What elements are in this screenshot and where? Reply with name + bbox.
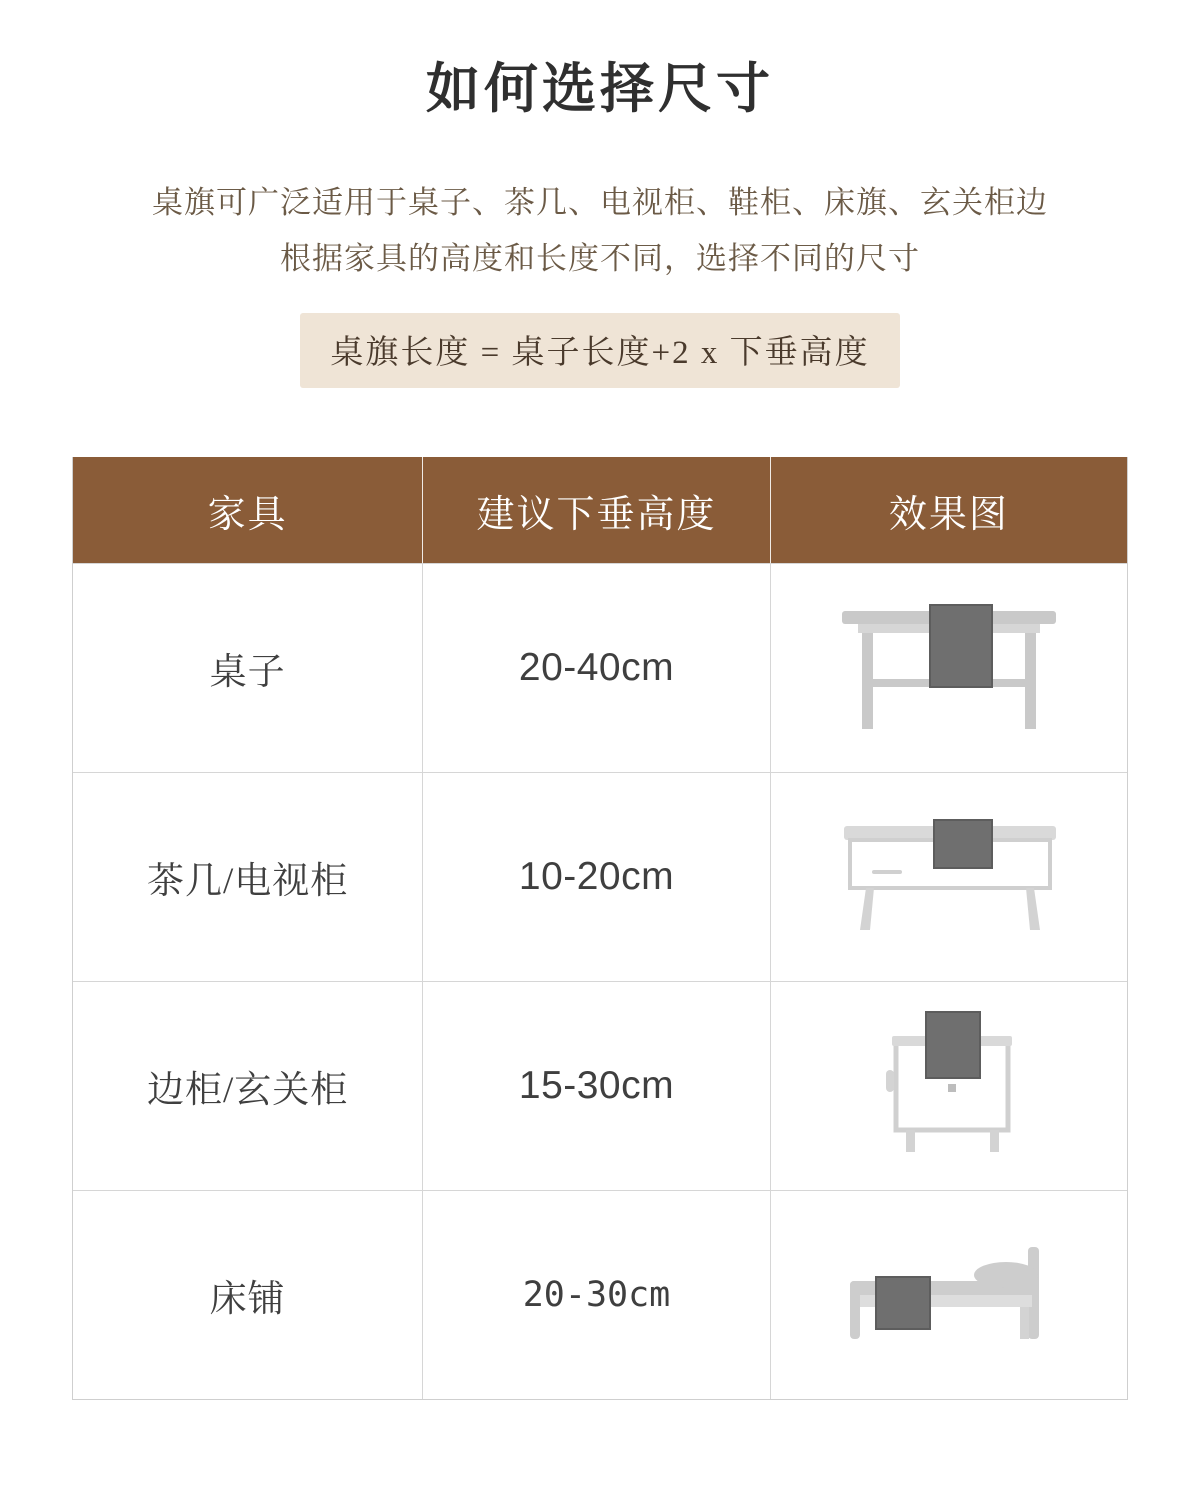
- size-guide-page: [0, 46, 1200, 1495]
- bed-with-runner-icon: [814, 1215, 1084, 1375]
- coffee-table-with-runner-icon: [814, 792, 1084, 962]
- cell-illustration: [770, 1191, 1127, 1399]
- formula-container: [0, 313, 1200, 388]
- cell-illustration: [770, 564, 1127, 772]
- cell-furniture: 桌子: [209, 652, 286, 693]
- cell-furniture: 床铺: [209, 1279, 286, 1320]
- description-line-2: 根据家具的高度和长度不同，选择不同的尺寸: [280, 240, 920, 276]
- formula-text: 桌旗长度 = 桌子长度+2 x 下垂高度: [300, 313, 899, 388]
- cell-drop-height: 20-40cm: [422, 564, 769, 772]
- table-header-row: [73, 457, 1127, 563]
- sideboard-with-runner-icon: [814, 996, 1084, 1176]
- page-description: [0, 175, 1200, 287]
- column-header-furniture: 家具: [207, 493, 288, 536]
- page-title: 如何选择尺寸: [426, 59, 774, 119]
- description-line-1: 桌旗可广泛适用于桌子、茶几、电视柜、鞋柜、床旗、玄关柜边: [152, 185, 1048, 220]
- cell-illustration: [770, 982, 1127, 1190]
- cell-drop-height: 15-30cm: [422, 982, 769, 1190]
- cell-drop-height: 20-30cm: [422, 1191, 769, 1399]
- column-header-drop-height: 建议下垂高度: [422, 457, 769, 563]
- column-header-illustration: 效果图: [770, 457, 1127, 563]
- table-row: [73, 772, 1127, 981]
- size-table: [72, 457, 1128, 1400]
- cell-illustration: [770, 773, 1127, 981]
- table-row: [73, 981, 1127, 1190]
- cell-furniture: 边柜/玄关柜: [147, 1070, 349, 1111]
- cell-drop-height: 10-20cm: [422, 773, 769, 981]
- cell-furniture: 茶几/电视柜: [147, 861, 349, 902]
- table-row: [73, 563, 1127, 772]
- desk-with-runner-icon: [814, 583, 1084, 753]
- table-row: [73, 1190, 1127, 1399]
